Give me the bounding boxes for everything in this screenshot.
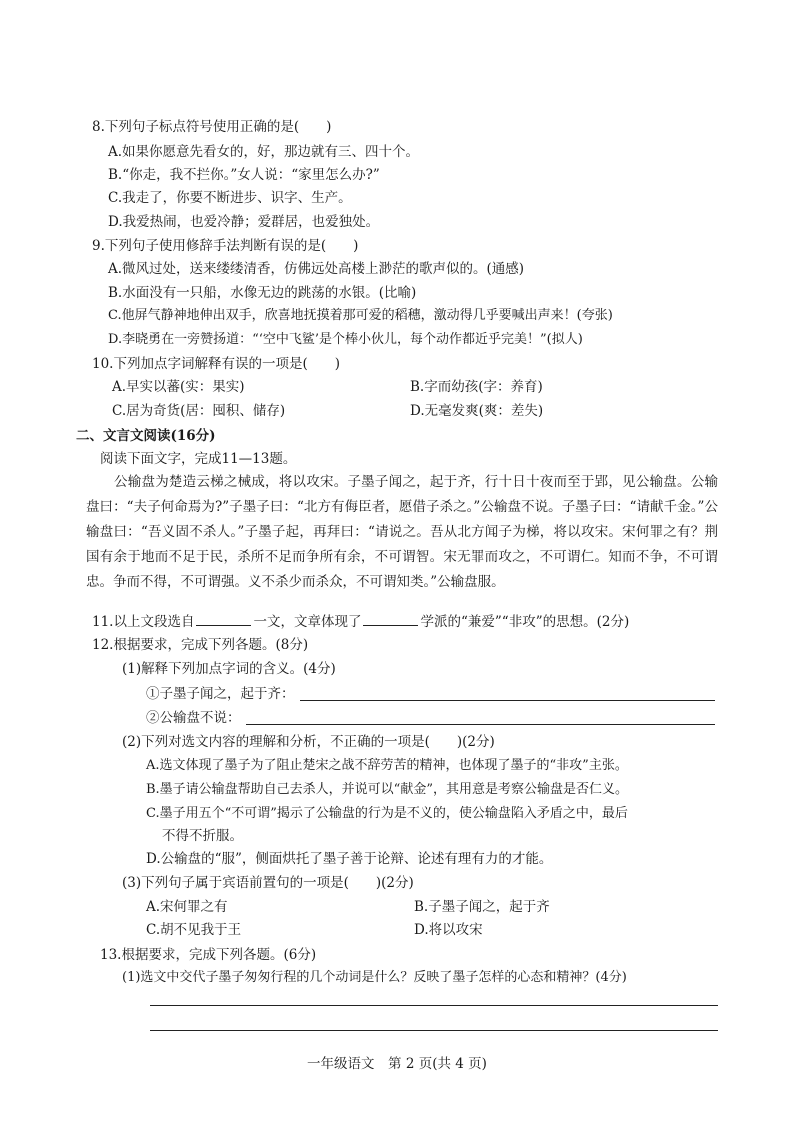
q11 (92, 611, 629, 632)
q12-sub2-stem: (2)下列对选文内容的理解和分析，不正确的一项是( )(2分) (122, 734, 495, 750)
q13-stem: 13.根据要求，完成下列各题。(6分) (100, 947, 317, 963)
q11-text-2: 一文，文章体现了 (253, 614, 362, 630)
q8-option-c: C.我走了，你要不断进步、识字、生产。 (108, 190, 352, 206)
q12-sub2-option-c: C.墨子用五个“不可谓”揭示了公输盘的行为是不义的，使公输盘陷入矛盾之中，最后 (146, 806, 628, 821)
q10-option-d: D.无毫发爽(爽：差失) (410, 403, 544, 419)
q13-answer-line-1[interactable] (150, 1005, 718, 1006)
q8-option-a: A.如果你愿意先看女的，好，那边就有三、四十个。 (108, 144, 420, 160)
q12-sub2-option-a: A.选文体现了墨子为了阻止楚宋之战不辞劳苦的精神，也体现了墨子的“非攻”主张。 (146, 758, 628, 773)
q10-stem: 10.下列加点字词解释有误的一项是( ) (92, 356, 341, 372)
q10-option-c: C.居为奇货(居：囤积、储存) (112, 403, 286, 419)
q10-option-a: A.早实以蕃(实：果实) (112, 379, 245, 395)
q13-answer-line-2[interactable] (150, 1030, 718, 1031)
classical-passage (86, 470, 718, 595)
reading-intro: 阅读下面文字，完成11—13题。 (100, 451, 297, 467)
q12-sub3-option-c: C.胡不见我于王 (146, 922, 242, 938)
q12-sub3-stem: (3)下列句子属于宾语前置句的一项是( )(2分) (122, 875, 414, 891)
q12-answer-line-1[interactable] (300, 700, 715, 701)
q12-sub3-option-a: A.宋何罪之有 (146, 899, 228, 915)
q10-option-b: B.字而幼孩(字：养育) (410, 379, 543, 395)
q12-sub2-option-d: D.公输盘的“服”，侧面烘托了墨子善于论辩、论述有理有力的才能。 (146, 851, 553, 867)
q12-stem: 12.根据要求，完成下列各题。(8分) (92, 637, 309, 653)
q12-sub1-item1: ①子墨子闻之，起于齐： (146, 686, 295, 702)
q8-stem: 8.下列句子标点符号使用正确的是( ) (92, 119, 332, 135)
q9-option-c: C.他屏气静神地伸出双手，欣喜地抚摸着那可爱的稻穗，激动得几乎要喊出声来！(夸张) (108, 308, 613, 323)
q11-text-1: 11.以上文段选自 (92, 614, 195, 630)
q12-sub1-stem: (1)解释下列加点字词的含义。(4分) (122, 661, 336, 677)
q12-sub1-item2: ②公输盘不说： (146, 710, 241, 726)
q8-option-d: D.我爱热闹，也爱冷静；爱群居，也爱独处。 (108, 214, 380, 230)
q12-answer-line-2[interactable] (246, 724, 715, 725)
q11-blank-2[interactable] (363, 611, 418, 626)
q9-option-a: A.微风过处，送来缕缕清香，仿佛远处高楼上渺茫的歌声似的。(通感) (108, 261, 525, 277)
q8-option-b: B.“你走，我不拦你。”女人说：“家里怎么办?” (108, 167, 380, 183)
q12-sub3-option-d: D.将以攻宋 (414, 922, 483, 938)
q12-sub2-option-b: B.墨子请公输盘帮助自己去杀人，并说可以“献金”，其用意是考察公输盘是否仁义。 (146, 782, 628, 797)
passage-paragraph: 公输盘为楚造云梯之械成，将以攻宋。子墨子闻之，起于齐，行十日十夜而至于郢，见公输盘。公输盘曰：“夫子何命焉为?”子墨子曰：“北方有侮臣者，愿借子杀之。”公输盘不说。子墨子曰：“请献千金。”公输盘曰：“吾义固不杀人。”子墨子起，再拜曰：“请说之。吾从北方闻子为梯，将以攻宋。宋何罪之有？荆国有余于地而不足于民，杀所不足而争所有余，不可谓智。宋无罪而攻之，不可谓仁。知而不争，不可谓忠。争而不得，不可谓强。义不杀少而杀众，不可谓知类。”公输盘服。 (86, 474, 718, 590)
q11-blank-1[interactable] (196, 611, 251, 626)
q9-option-d: D.李晓勇在一旁赞扬道：“‘空中飞鲨’是个棒小伙儿，每个动作都近乎完美！”(拟人) (108, 332, 583, 347)
page-footer: 一年级语文 第 2 页(共 4 页) (307, 1056, 487, 1072)
q12-sub3-option-b: B.子墨子闻之，起于齐 (414, 899, 550, 915)
section-title: 二、文言文阅读(16分) (76, 428, 216, 444)
q9-option-b: B.水面没有一只船，水像无边的跳荡的水银。(比喻) (108, 285, 417, 301)
q11-text-3: 学派的“兼爱”“非攻”的思想。(2分) (420, 614, 630, 630)
q9-stem: 9.下列句子使用修辞手法判断有误的是( ) (92, 238, 359, 254)
q13-sub1: (1)选文中交代子墨子匆匆行程的几个动词是什么？反映了墨子怎样的心态和精神？(4分) (122, 970, 627, 985)
q12-sub2-option-c-cont: 不得不折服。 (162, 828, 243, 844)
